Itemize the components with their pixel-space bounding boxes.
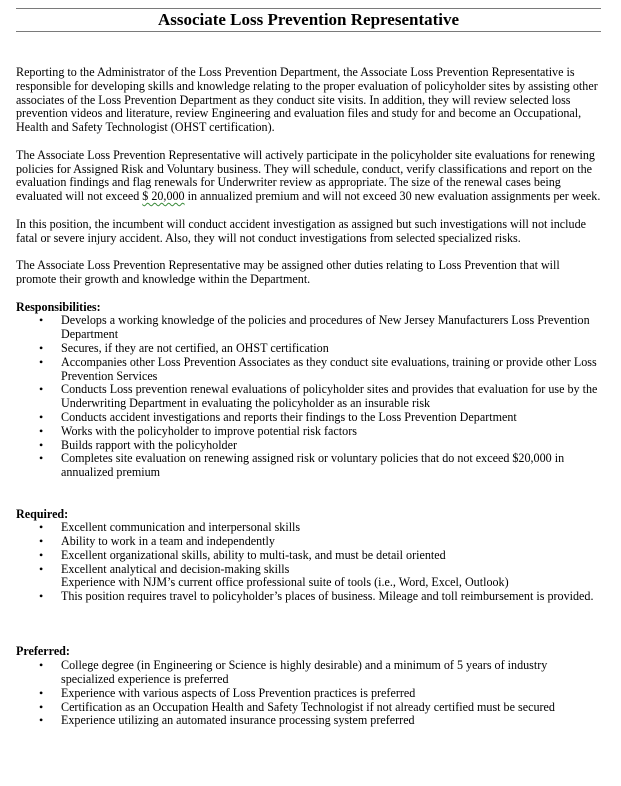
list-item: • Develops a working knowledge of the policies and procedures of New Jersey Manufacturers Loss Prevention Department <box>16 314 602 342</box>
list-item: • Certification as an Occupation Health and Safety Technologist if not already certified must be secured <box>16 701 602 715</box>
required-heading: Required: <box>16 506 69 521</box>
list-item: • Experience utilizing an automated insurance processing system preferred <box>16 714 602 728</box>
list-item: • College degree (in Engineering or Science is highly desirable) and a minimum of 5 years of industry specialized experience is preferred <box>16 659 602 687</box>
other-duties-paragraph: The Associate Loss Prevention Representative may be assigned other duties relating to Loss Prevention that will promote their growth and knowledge within the Department. <box>16 258 560 286</box>
spacer <box>16 632 602 646</box>
duties-paragraph <box>16 149 602 204</box>
preferred-list <box>16 659 602 728</box>
preferred-heading: Preferred: <box>16 644 70 659</box>
list-item: • Experience with various aspects of Loss Prevention practices is preferred <box>16 687 602 701</box>
list-item: • Secures, if they are not certified, an OHST certification <box>16 342 602 356</box>
list-item: • Excellent organizational skills, ability to multi-task, and must be detail oriented <box>16 549 602 563</box>
document-body <box>16 66 602 728</box>
spacer <box>16 480 602 508</box>
premium-amount: $ 20,000 <box>142 189 185 204</box>
title-rule-bottom <box>16 31 601 32</box>
responsibilities-heading: Responsibilities: <box>16 299 101 314</box>
intro-paragraph: Reporting to the Administrator of the Loss Prevention Department, the Associate Loss Prevention Representative is responsible for developing skills and knowledge relating to the proper evaluation of policyholder sites by assisting other associates of the Loss Prevention Department as they conduct site visits. In addition, they will review selected loss prevention videos and literature, review Engineering and evaluation files and study for and become an Occupational, Health and Safety Technologist (OHST certification). <box>16 65 598 135</box>
list-item: • This position requires travel to policyholder’s places of business. Mileage and toll reimbursement is provided. <box>16 590 602 604</box>
list-item: • Accompanies other Loss Prevention Associates as they conduct site evaluations, training or provide other Loss Prevention Services <box>16 356 602 384</box>
list-item: Experience with NJM’s current office professional suite of tools (i.e., Word, Excel, Outlook) <box>61 575 509 590</box>
page-title: Associate Loss Prevention Representative <box>157 10 460 29</box>
list-item: • Excellent analytical and decision-making skills <box>16 563 602 577</box>
investigation-paragraph: In this position, the incumbent will conduct accident investigation as assigned but such investigations will not include fatal or severe injury accident. Also, they will not conduct investigations from selected specialized risks. <box>16 216 586 245</box>
duties-text-b: in annualized premium and will not exceed 30 new evaluation assignments per week. <box>184 189 601 204</box>
list-item: • Ability to work in a team and independently <box>16 535 602 549</box>
list-item: • Excellent communication and interpersonal skills <box>16 521 602 535</box>
list-item: • Completes site evaluation on renewing assigned risk or voluntary policies that do not exceed $20,000 in annualized premium <box>16 452 602 480</box>
duties-text-a: The Associate Loss Prevention Representative will actively participate in the policyholder site evaluations for renewing policies for Assigned Risk and Voluntary business. They will schedule, conduct, verify classifications and report on the evaluation findings and flag renewals for Underwriter review as appropriate. The size of the renewal cases being evaluated will not exceed <box>16 147 595 204</box>
required-list <box>16 521 602 604</box>
list-item: • Conducts Loss prevention renewal evaluations of policyholder sites and provides that evaluation for use by the Underwriting Department in evaluating the policyholder as an insurable risk <box>16 383 602 411</box>
list-item: • Works with the policyholder to improve potential risk factors <box>16 425 602 439</box>
responsibilities-list <box>16 314 602 480</box>
list-item: • Conducts accident investigations and reports their findings to the Loss Prevention Department <box>16 411 602 425</box>
spacer <box>16 604 602 632</box>
list-item: • Builds rapport with the policyholder <box>16 439 602 453</box>
